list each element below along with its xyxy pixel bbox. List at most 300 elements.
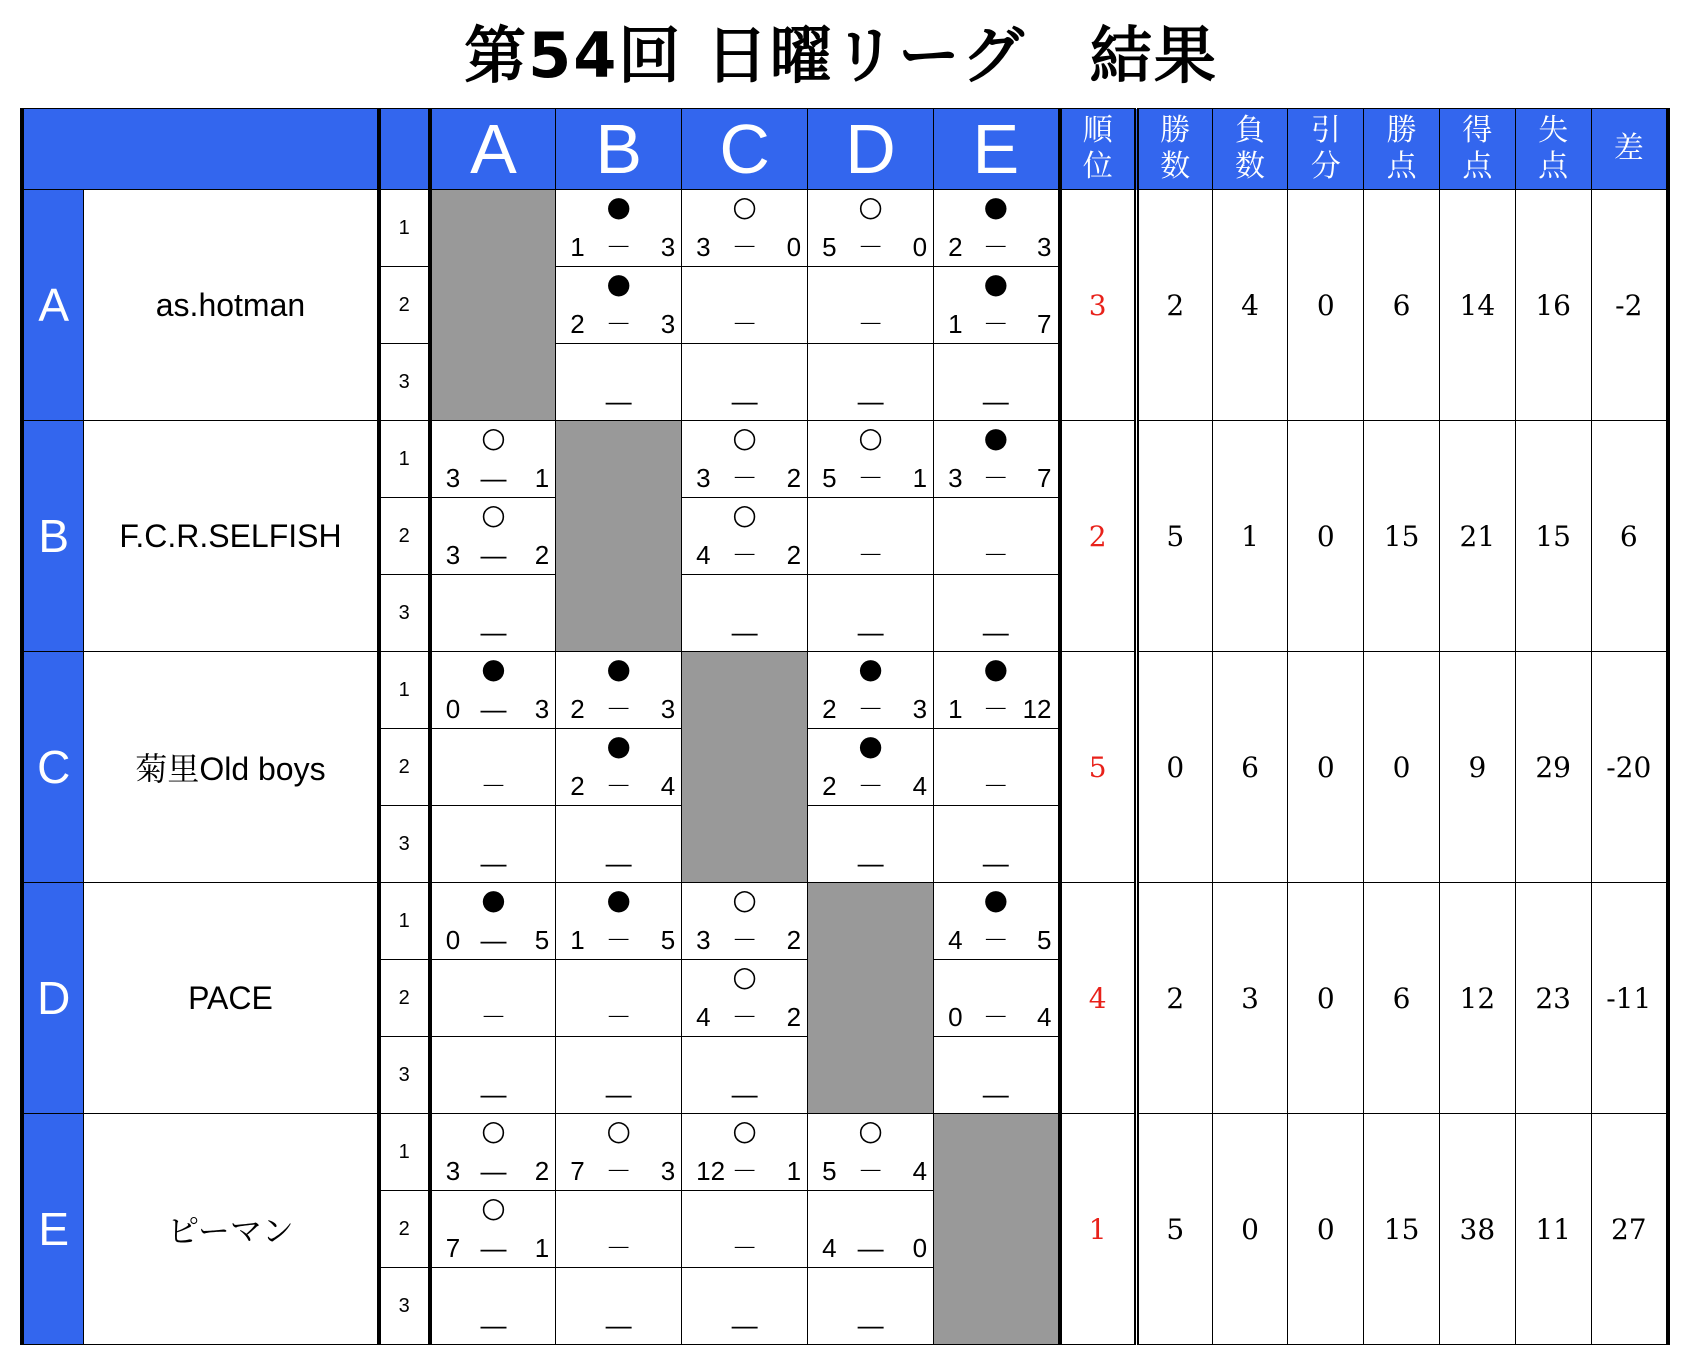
header-stat-line1: 負 [1235,113,1266,148]
score-dash: － [857,232,884,262]
score [682,923,807,957]
match-cell [934,575,1060,652]
game-number: 2 [379,1191,430,1268]
score-dash: ― [480,1310,507,1340]
match-cell [682,1191,808,1268]
score [808,461,933,495]
score-dash: － [605,1156,632,1186]
team-letter: B [22,421,84,652]
score-own: 3 [696,925,711,955]
score-dash: － [982,232,1009,262]
stat-value: 6 [1364,190,1440,421]
score [682,538,807,572]
score-dash: － [605,232,632,262]
score [556,1154,681,1188]
score-own: 3 [445,463,461,493]
win-mark-icon: ○ [606,1114,631,1147]
team-name: 菊里Old boys [84,652,379,883]
match-cell [934,190,1060,267]
score-opponent: 2 [534,540,550,570]
team-row [22,1114,1668,1191]
score [432,615,555,649]
header-stat-line1: 勝 [1160,113,1191,148]
score-opponent: 3 [660,1156,676,1186]
score [682,384,807,418]
score-dash: － [982,1002,1009,1032]
score-own: 7 [445,1233,461,1263]
score-dash: ― [605,386,632,416]
match-cell [430,883,556,960]
score [808,615,933,649]
score-dash: － [982,694,1009,724]
score-own: 4 [948,925,963,955]
score-opponent: 3 [1037,232,1052,262]
score [432,538,555,572]
score-own: 0 [445,694,461,724]
match-cell [934,883,1060,960]
stat-value: 9 [1439,652,1515,883]
loss-mark-icon: ● [606,267,631,300]
match-cell [430,806,556,883]
header-stat-line2: 分 [1310,149,1341,184]
loss-mark-icon: ● [606,729,631,762]
score-opponent: 2 [786,463,802,493]
score [934,230,1057,264]
stat-value: 6 [1212,652,1288,883]
game-number: 1 [379,883,430,960]
match-cell [556,883,682,960]
score-dash: － [857,694,884,724]
loss-mark-icon: ● [983,190,1008,223]
match-cell [682,498,808,575]
stat-value: 1 [1212,421,1288,652]
score-opponent: 3 [660,694,676,724]
score [808,307,933,341]
score-dash: ― [731,1310,758,1340]
match-cell [556,1037,682,1114]
score [556,1077,681,1111]
header-opponent-A: A [430,109,556,190]
header-stat-line2: 点 [1538,149,1569,184]
match-cell [430,575,556,652]
score [934,1077,1057,1111]
match-cell [808,652,934,729]
score [682,615,807,649]
header-row [22,109,1668,190]
score-own: 1 [948,694,963,724]
score-dash: － [731,540,758,570]
self-match-cell [682,652,808,883]
score-opponent: 3 [912,694,928,724]
score-opponent: 1 [534,463,550,493]
score [556,1308,681,1342]
loss-mark-icon: ● [606,883,631,916]
match-cell [934,652,1060,729]
header-stat-line1: 失 [1538,113,1569,148]
loss-mark-icon: ● [983,267,1008,300]
score-dash: － [857,540,884,570]
team-name: as.hotman [84,190,379,421]
team-letter: A [22,190,84,421]
game-number: 2 [379,729,430,806]
match-cell [556,806,682,883]
match-cell [682,190,808,267]
loss-mark-icon: ● [481,652,506,685]
score-dash: ― [480,1156,507,1186]
win-mark-icon: ○ [732,883,757,916]
match-cell [430,960,556,1037]
score-own: 1 [570,925,585,955]
score-dash: － [982,771,1009,801]
score-dash: ― [982,848,1009,878]
match-cell [808,421,934,498]
score [432,846,555,880]
stat-value: 2 [1136,883,1212,1114]
header-game-no [379,109,430,190]
win-mark-icon: ○ [858,421,883,454]
match-cell [808,806,934,883]
loss-mark-icon: ● [858,729,883,762]
score-own: 3 [445,1156,461,1186]
loss-mark-icon: ● [481,883,506,916]
results-table [20,108,1670,1345]
rank-value: 2 [1060,421,1137,652]
game-number: 3 [379,344,430,421]
score-own: 5 [822,232,837,262]
match-cell [556,190,682,267]
stat-value: 0 [1288,1114,1364,1345]
score-dash: － [605,1233,632,1263]
team-row [22,421,1668,498]
match-cell [556,729,682,806]
score-own: 3 [696,463,711,493]
score-dash: － [731,925,758,955]
score-dash: ― [857,386,884,416]
match-cell [682,1037,808,1114]
match-cell [808,344,934,421]
stat-value: 38 [1439,1114,1515,1345]
score-own: 2 [822,694,837,724]
match-cell [556,1114,682,1191]
header-stat-line2: 位 [1082,149,1113,184]
match-cell [682,267,808,344]
score-dash: － [731,463,758,493]
rank-value: 4 [1060,883,1137,1114]
rank-value: 5 [1060,652,1137,883]
score-own: 3 [948,463,963,493]
self-match-cell [430,190,556,421]
score-dash: － [982,925,1009,955]
score-opponent: 2 [786,540,802,570]
score-opponent: 0 [912,232,928,262]
stat-value: 5 [1136,1114,1212,1345]
score [682,1308,807,1342]
score [556,769,681,803]
team-name: ピーマン [84,1114,379,1345]
score-own: 2 [570,771,585,801]
match-cell [808,267,934,344]
page-title: 第54回 日曜リーグ 結果 [464,19,1218,92]
stat-value: -11 [1591,883,1668,1114]
header-opponent-C: C [682,109,808,190]
score [556,307,681,341]
score [808,1154,933,1188]
match-cell [808,498,934,575]
stat-value: 0 [1212,1114,1288,1345]
stat-value: 4 [1212,190,1288,421]
match-cell [934,806,1060,883]
game-number: 2 [379,498,430,575]
match-cell [556,267,682,344]
score-own: 0 [948,1002,963,1032]
score-dash: ― [480,617,507,647]
score-own: 5 [822,463,837,493]
stat-value: 6 [1364,883,1440,1114]
score-own: 4 [696,1002,711,1032]
score [556,1000,681,1034]
stat-value: 3 [1212,883,1288,1114]
score [682,1000,807,1034]
score-dash: ― [480,1079,507,1109]
header-stat-line2: 点 [1386,149,1417,184]
score-dash: － [605,771,632,801]
score-dash: ― [605,848,632,878]
team-row [22,652,1668,729]
score-dash: － [731,232,758,262]
win-mark-icon: ○ [481,1191,506,1224]
score-opponent: 1 [786,1156,802,1186]
win-mark-icon: ○ [732,421,757,454]
score-dash: ― [857,1233,884,1263]
match-cell [934,498,1060,575]
stat-value: 15 [1515,421,1591,652]
score-opponent: 0 [912,1233,928,1263]
stat-value: 2 [1136,190,1212,421]
score-own: 2 [822,771,837,801]
score-dash: － [605,309,632,339]
stat-value: 16 [1515,190,1591,421]
match-cell [556,652,682,729]
game-number: 2 [379,267,430,344]
score [934,846,1057,880]
header-opponent-B: B [556,109,682,190]
header-stat-1 [1136,109,1212,190]
score-own: 3 [696,232,711,262]
match-cell [430,1114,556,1191]
match-cell [430,652,556,729]
score-dash: － [857,771,884,801]
score-own: 3 [445,540,461,570]
self-match-cell [556,421,682,652]
score-opponent: 4 [660,771,676,801]
stat-value: 12 [1439,883,1515,1114]
match-cell [682,883,808,960]
stat-value: 0 [1288,652,1364,883]
score-own: 7 [570,1156,585,1186]
score [934,769,1057,803]
header-stat-line1: 差 [1613,131,1644,166]
win-mark-icon: ○ [481,498,506,531]
score-dash: － [982,309,1009,339]
loss-mark-icon: ● [983,883,1008,916]
score [432,461,555,495]
score-opponent: 1 [534,1233,550,1263]
team-row [22,883,1668,960]
team-name: PACE [84,883,379,1114]
score [808,846,933,880]
win-mark-icon: ○ [858,190,883,223]
score-opponent: 4 [1037,1002,1052,1032]
stat-value: 29 [1515,652,1591,883]
score-own: 1 [948,309,963,339]
score-dash: － [480,771,507,801]
score [432,1231,555,1265]
score-own: 4 [822,1233,837,1263]
score-opponent: 3 [534,694,550,724]
score-dash: － [857,1156,884,1186]
score [682,1231,807,1265]
game-number: 3 [379,1037,430,1114]
score [682,1154,807,1188]
score [682,307,807,341]
score-dash: ― [857,617,884,647]
score [808,1308,933,1342]
match-cell [934,344,1060,421]
match-cell [556,344,682,421]
score [808,384,933,418]
score-dash: － [605,1002,632,1032]
score [432,1077,555,1111]
score-opponent: 0 [786,232,802,262]
header-stat-4 [1364,109,1440,190]
header-stat-line2: 点 [1462,149,1493,184]
game-number: 1 [379,421,430,498]
score-dash: － [731,1002,758,1032]
score-dash: － [982,463,1009,493]
score-own: 1 [570,232,585,262]
score [556,923,681,957]
match-cell [682,960,808,1037]
match-cell [556,1268,682,1345]
game-number: 3 [379,575,430,652]
score-dash: ― [480,1233,507,1263]
game-number: 1 [379,190,430,267]
game-number: 3 [379,1268,430,1345]
score-own: 12 [696,1156,726,1186]
score-opponent: 12 [1022,694,1052,724]
score [556,1231,681,1265]
win-mark-icon: ○ [732,1114,757,1147]
score [934,461,1057,495]
match-cell [682,575,808,652]
score [432,923,555,957]
score-dash: － [480,1002,507,1032]
score [934,692,1057,726]
score [432,1000,555,1034]
self-match-cell [808,883,934,1114]
stat-value: 6 [1591,421,1668,652]
header-stat-5 [1439,109,1515,190]
score-dash: ― [480,540,507,570]
match-cell [430,421,556,498]
stat-value: 15 [1364,1114,1440,1345]
stat-value: 15 [1364,421,1440,652]
game-number: 1 [379,652,430,729]
score-dash: ― [982,1079,1009,1109]
match-cell [682,344,808,421]
header-blank [22,109,379,190]
stat-value: 0 [1288,190,1364,421]
stat-value: 0 [1288,421,1364,652]
score-dash: － [857,463,884,493]
match-cell [430,1037,556,1114]
score-dash: ― [480,463,507,493]
loss-mark-icon: ● [858,652,883,685]
header-stat-line1: 順 [1082,113,1113,148]
match-cell [934,1037,1060,1114]
match-cell [934,729,1060,806]
match-cell [808,729,934,806]
score-dash: － [731,309,758,339]
score-dash: ― [731,1079,758,1109]
score-opponent: 2 [534,1156,550,1186]
self-match-cell [934,1114,1060,1345]
score-dash: － [857,309,884,339]
match-cell [934,421,1060,498]
score [682,230,807,264]
match-cell [808,190,934,267]
loss-mark-icon: ● [983,421,1008,454]
game-number: 1 [379,1114,430,1191]
score-own: 2 [570,309,585,339]
score [432,1308,555,1342]
score [934,1000,1057,1034]
match-cell [808,575,934,652]
score-opponent: 3 [660,309,676,339]
score [934,307,1057,341]
stat-value: 0 [1136,652,1212,883]
match-cell [808,1191,934,1268]
score [682,461,807,495]
score [808,692,933,726]
score-opponent: 3 [660,232,676,262]
score [556,384,681,418]
game-number: 2 [379,960,430,1037]
score-opponent: 4 [912,1156,928,1186]
stat-value: 14 [1439,190,1515,421]
score-dash: ― [480,848,507,878]
win-mark-icon: ○ [732,960,757,993]
stat-value: 27 [1591,1114,1668,1345]
score [934,538,1057,572]
rank-value: 1 [1060,1114,1137,1345]
team-name: F.C.R.SELFISH [84,421,379,652]
stat-value: 23 [1515,883,1591,1114]
header-stat-2 [1212,109,1288,190]
score-opponent: 2 [786,925,802,955]
team-letter: D [22,883,84,1114]
stat-value: -2 [1591,190,1668,421]
score-dash: － [982,540,1009,570]
header-stat-line1: 得 [1462,113,1493,148]
score-dash: ― [982,386,1009,416]
score-dash: － [605,925,632,955]
score [556,230,681,264]
score [808,538,933,572]
score [556,846,681,880]
stat-value: 0 [1288,883,1364,1114]
score-opponent: 1 [912,463,928,493]
